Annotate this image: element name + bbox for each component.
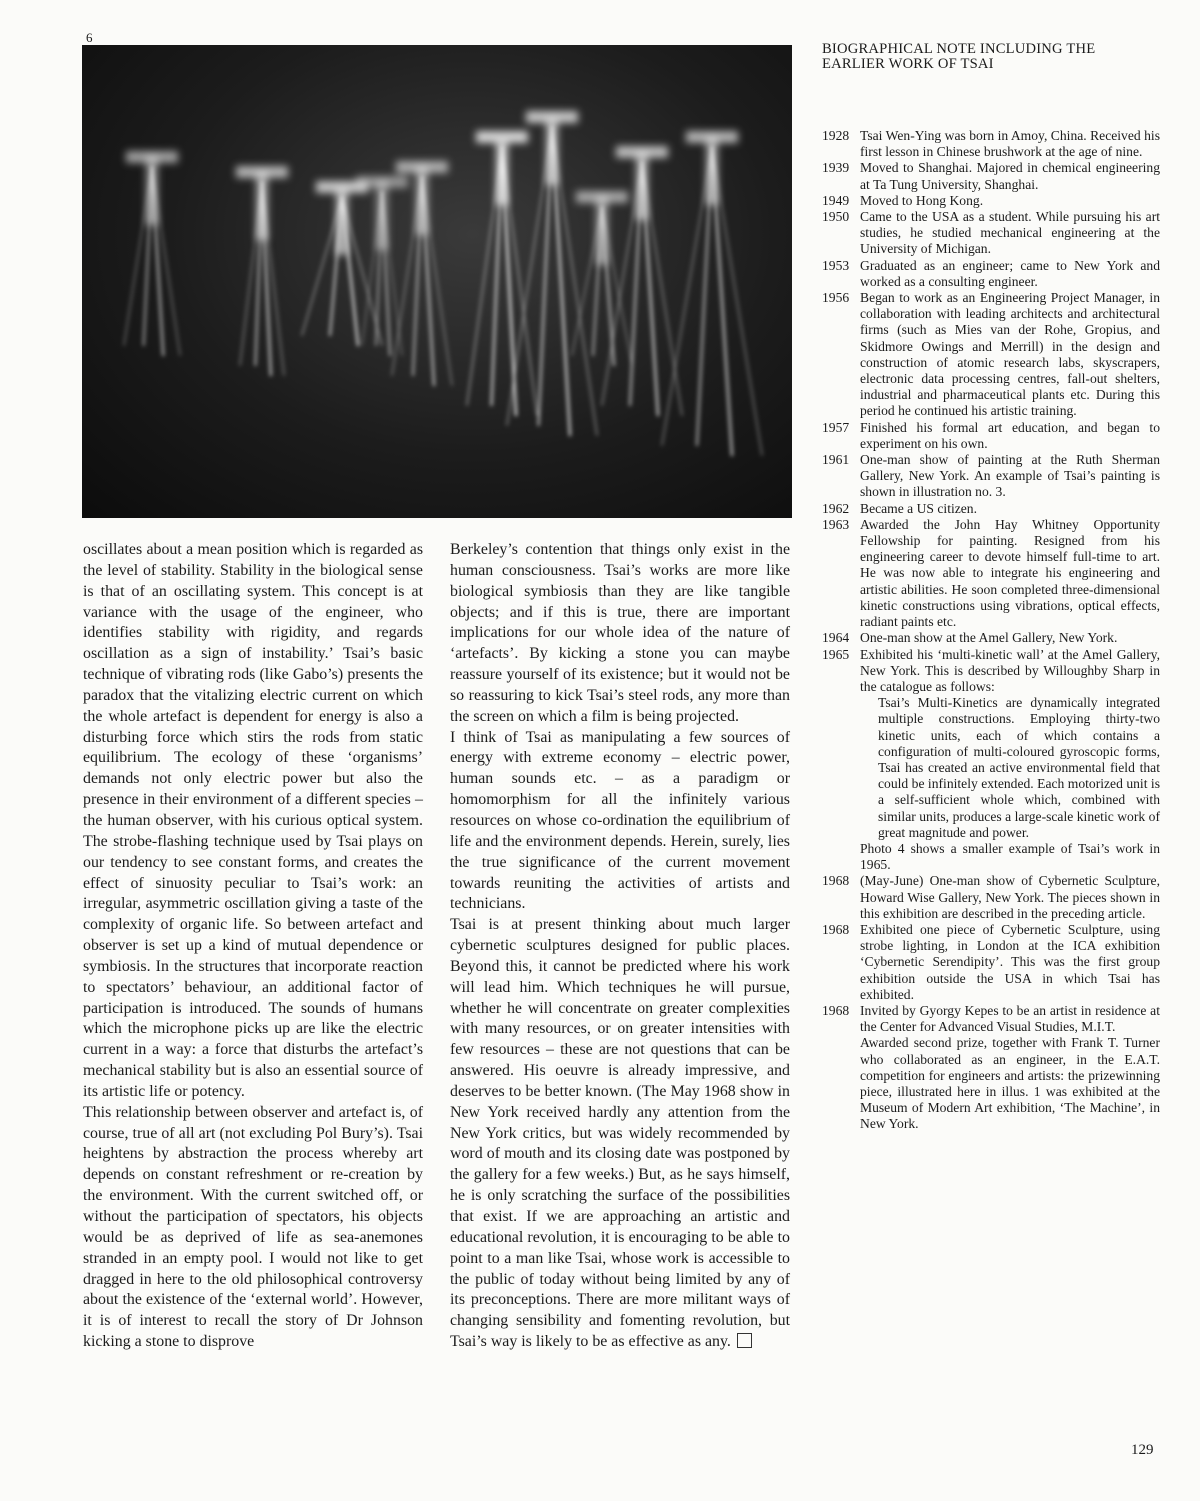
bio-year: 1939 bbox=[822, 160, 850, 176]
bio-text bbox=[860, 452, 1160, 501]
bio-text-continued: Photo 4 shows a smaller example of Tsai’s work in 1965. bbox=[860, 840, 1160, 873]
bio-text bbox=[860, 290, 1160, 420]
article-paragraph: oscillates about a mean position which is regarded as the level of stability. Stability in the biological sense is that of an oscillating system. This concept is at variance with the usage of the engineer, who identifies stability with rigidity, and regards oscillation as a sign of instability.’ Tsai’s basic technique of vibrating rods (like Gabo’s) presents the paradox that the vitalizing electric current on which the whole artefact is dependent for energy is also a disturbing force which stirs the rods from static equilibrium. The ecology of these ‘organisms’ demands not only electric power but also the presence in their environment of a different species – the human observer, with his curious optical system. The strobe-flashing technique used by Tsai plays on our tendency to see constant forms, and creates the effect of sinuosity peculiar to Tsai’s work: an irregular, asymmetric oscillation giving a taste of the complexity of organic life. So between artefact and observer is set up a kind of mutual dependence or symbiosis. In the structures that incorporate reaction to spectators’ behaviour, an additional factor of participation is introduced. The sounds of humans which the microphone picks up are like the electric current in a way: a force that disturbs the artefact’s mechanical stability but is also an essential source of its artistic life or potency. bbox=[83, 541, 423, 1100]
bio-text bbox=[860, 517, 1160, 630]
bio-text bbox=[860, 873, 1160, 922]
figure-number: 6 bbox=[86, 30, 93, 45]
article-paragraph-final bbox=[450, 915, 790, 1353]
bio-entry bbox=[822, 128, 1160, 160]
biographical-note-title: BIOGRAPHICAL NOTE INCLUDING THE EARLIER WORK OF TSAI bbox=[822, 41, 1096, 73]
page-number: 129 bbox=[1131, 1442, 1154, 1458]
bio-text bbox=[860, 420, 1160, 452]
article-paragraph: I think of Tsai as manipulating a few sources of energy with extreme economy – electric power, human sounds etc. – as a paradigm or homomorphism for all the infinitely various resources on whose co-ordination the equilibrium of life and the environment depends. Herein, surely, lies the true significance of the current movement towards reuniting the activities of artists and technicians. bbox=[450, 728, 790, 913]
bio-year: 1968 bbox=[822, 921, 850, 937]
bio-text-paragraph: Moved to Shanghai. Majored in chemical engineering at Ta Tung University, Shanghai. bbox=[860, 160, 1160, 192]
bio-entry bbox=[822, 420, 1160, 452]
bio-entry bbox=[822, 517, 1160, 630]
bio-text bbox=[860, 193, 1160, 209]
bio-entry bbox=[822, 1003, 1160, 1133]
bio-year: 1956 bbox=[822, 290, 850, 306]
article-paragraph: Berkeley’s contention that things only exist in the human consciousness. Tsai’s works are more like biological symbiosis than they are like tangible objects; and if this is true, there are important implications for our whole idea of the nature of ‘artefacts’. By kicking a stone you can maybe reassure yourself of its existence; but it would not be so reassuring to kick Tsai’s steel rods, any more than the screen on which a film is being projected. bbox=[450, 541, 790, 725]
bio-year: 1950 bbox=[822, 209, 850, 225]
article-paragraph-text: Tsai is at present thinking about much larger cybernetic sculptures designed for public places. Beyond this, it cannot be predicted where his work will lead him. Which techniques he will pursue, whether he will concentrate on greater complexities with many resources, or on greater intensities with few resources – these are not questions that can be answered. His oeuvre is already impressive, and deserves to be better known. (The May 1968 show in New York received hardly any attention from the New York critics, but was widely recommended by word of mouth and its closing date was postponed by the gallery for a few weeks.) But, as he says himself, he is only scratching the surface of the possibilities that exist. If we are approaching an artistic and educational revolution, it is encouraging to be able to point to a man like Tsai, whose work is accessible to the public of today without being limited by any of its preconceptions. There are more militant ways of changing sensibility and fomenting revolution, but Tsai’s way is likely to be as effective as any. bbox=[450, 916, 790, 1351]
bio-text bbox=[860, 647, 1160, 874]
bio-entry bbox=[822, 193, 1160, 209]
bio-text-paragraph: Began to work as an Engineering Project Manager, in collaboration with leading architects and architectural firms (such as Mies van der Rohe, Gropius, and Skidmore Owings and Merrill) in the design and construction of atomic research labs, skyscrapers, electronic data processing centres, fall-out shelters, industrial and pharmaceutical plants etc. During this period he continued his artistic training. bbox=[860, 290, 1160, 419]
bio-entry bbox=[822, 160, 1160, 192]
bio-text bbox=[860, 258, 1160, 290]
bio-text-paragraph: One-man show of painting at the Ruth Sherman Gallery, New York. An example of Tsai’s painting is shown in illustration no. 3. bbox=[860, 452, 1160, 500]
sculpture-photograph bbox=[82, 45, 792, 518]
article-column-left bbox=[83, 540, 423, 1353]
bio-year: 1949 bbox=[822, 192, 850, 208]
bio-year: 1965 bbox=[822, 646, 850, 662]
bio-text-continued: Awarded second prize, together with Frank T. Turner who collaborated as an engineer, in the E.A.T. competition for engineers and artists: the prizewinning piece, illustrated here in illus. 1 was exhibited at the Museum of Modern Art exhibition, ‘The Machine’, in New York. bbox=[860, 1035, 1160, 1132]
bio-entry bbox=[822, 501, 1160, 517]
bio-text bbox=[860, 209, 1160, 258]
article-column-middle bbox=[450, 540, 790, 1353]
bio-year: 1968 bbox=[822, 1002, 850, 1018]
bio-year: 1964 bbox=[822, 630, 850, 646]
bio-text bbox=[860, 501, 1160, 517]
bio-text-paragraph: Finished his formal art education, and began to experiment on his own. bbox=[860, 419, 1160, 451]
bio-entry bbox=[822, 922, 1160, 1003]
bio-entry bbox=[822, 873, 1160, 922]
bio-text bbox=[860, 922, 1160, 1003]
bio-year: 1953 bbox=[822, 257, 850, 273]
bio-text-paragraph: (May-June) One-man show of Cybernetic Sculpture, Howard Wise Gallery, New York. The pieces shown in this exhibition are described in the preceding article. bbox=[860, 873, 1160, 921]
bio-entry bbox=[822, 258, 1160, 290]
bio-text-paragraph: Became a US citizen. bbox=[860, 500, 978, 516]
bio-text bbox=[860, 630, 1160, 646]
bio-year: 1928 bbox=[822, 128, 850, 143]
bio-year: 1957 bbox=[822, 419, 850, 435]
bio-quote: Tsai’s Multi-Kinetics are dynamically integrated multiple constructions. Employing thirty-two kinetic units, each of which contains a configuration of multi-coloured gyroscopic forms, Tsai has created an active environmental field that could be infinitely extended. Each motorized unit is a self-sufficient whole which, combined with similar units, produces a large-scale kinetic work of great magnitude and power. bbox=[878, 695, 1160, 840]
bio-entry bbox=[822, 209, 1160, 258]
bio-entry bbox=[822, 647, 1160, 874]
bio-text bbox=[860, 1003, 1160, 1133]
vibrating-rods-image bbox=[82, 45, 792, 518]
bio-text bbox=[860, 128, 1160, 160]
bio-text-paragraph: Came to the USA as a student. While pursuing his art studies, he studied mechanical engineering at the University of Michigan. bbox=[860, 209, 1160, 257]
bio-entry bbox=[822, 290, 1160, 420]
bio-entry bbox=[822, 630, 1160, 646]
end-mark-box bbox=[737, 1333, 752, 1348]
biography-list bbox=[822, 128, 1160, 1133]
bio-text-paragraph: Invited by Gyorgy Kepes to be an artist in residence at the Center for Advanced Visual Studies, M.I.T. bbox=[860, 1002, 1160, 1035]
bio-text-paragraph: One-man show at the Amel Gallery, New York. bbox=[860, 630, 1118, 646]
bio-year: 1962 bbox=[822, 500, 850, 516]
bio-text-paragraph: Graduated as an engineer; came to New York and worked as a consulting engineer. bbox=[860, 257, 1160, 289]
bio-year: 1968 bbox=[822, 873, 850, 889]
bio-text-paragraph: Awarded the John Hay Whitney Opportunity Fellowship for painting. Resigned from his engineering career to devote himself full-time to art. He was now able to integrate his engineering and artistic abilities. He soon completed three-dimensional kinetic constructions using vibrations, optical effects, radiant paints etc. bbox=[860, 516, 1160, 630]
bio-text-paragraph: Moved to Hong Kong. bbox=[860, 192, 984, 208]
bio-entry bbox=[822, 452, 1160, 501]
article-paragraph: This relationship between observer and artefact is, of course, true of all art (not excluding Pol Bury’s). Tsai heightens by abstraction the process whereby art depends on constant refreshment or re-creation by the environment. With the current switched off, or without the participation of spectators, his objects would be as deprived of life as sea-anemones stranded in an empty pool. I would not like to get dragged in here to the old philosophical controversy about the existence of the ‘external world’. However, it is of interest to recall the story of Dr Johnson kicking a stone to disprove bbox=[83, 1103, 423, 1351]
bio-year: 1963 bbox=[822, 516, 850, 532]
bio-text bbox=[860, 160, 1160, 192]
bio-text-paragraph: Exhibited one piece of Cybernetic Sculpture, using strobe lighting, in London at the ICA exhibition ‘Cybernetic Serendipity’. This was the first group exhibition outside the USA in which Tsai has exhibited. bbox=[860, 921, 1160, 1002]
bio-text-paragraph: Exhibited his ‘multi-kinetic wall’ at the Amel Gallery, New York. This is described by Willoughby Sharp in the catalogue as follows: bbox=[860, 646, 1160, 694]
bio-text-paragraph: Tsai Wen-Ying was born in Amoy, China. Received his first lesson in Chinese brushwork at the age of nine. bbox=[860, 128, 1160, 160]
bio-year: 1961 bbox=[822, 452, 850, 468]
